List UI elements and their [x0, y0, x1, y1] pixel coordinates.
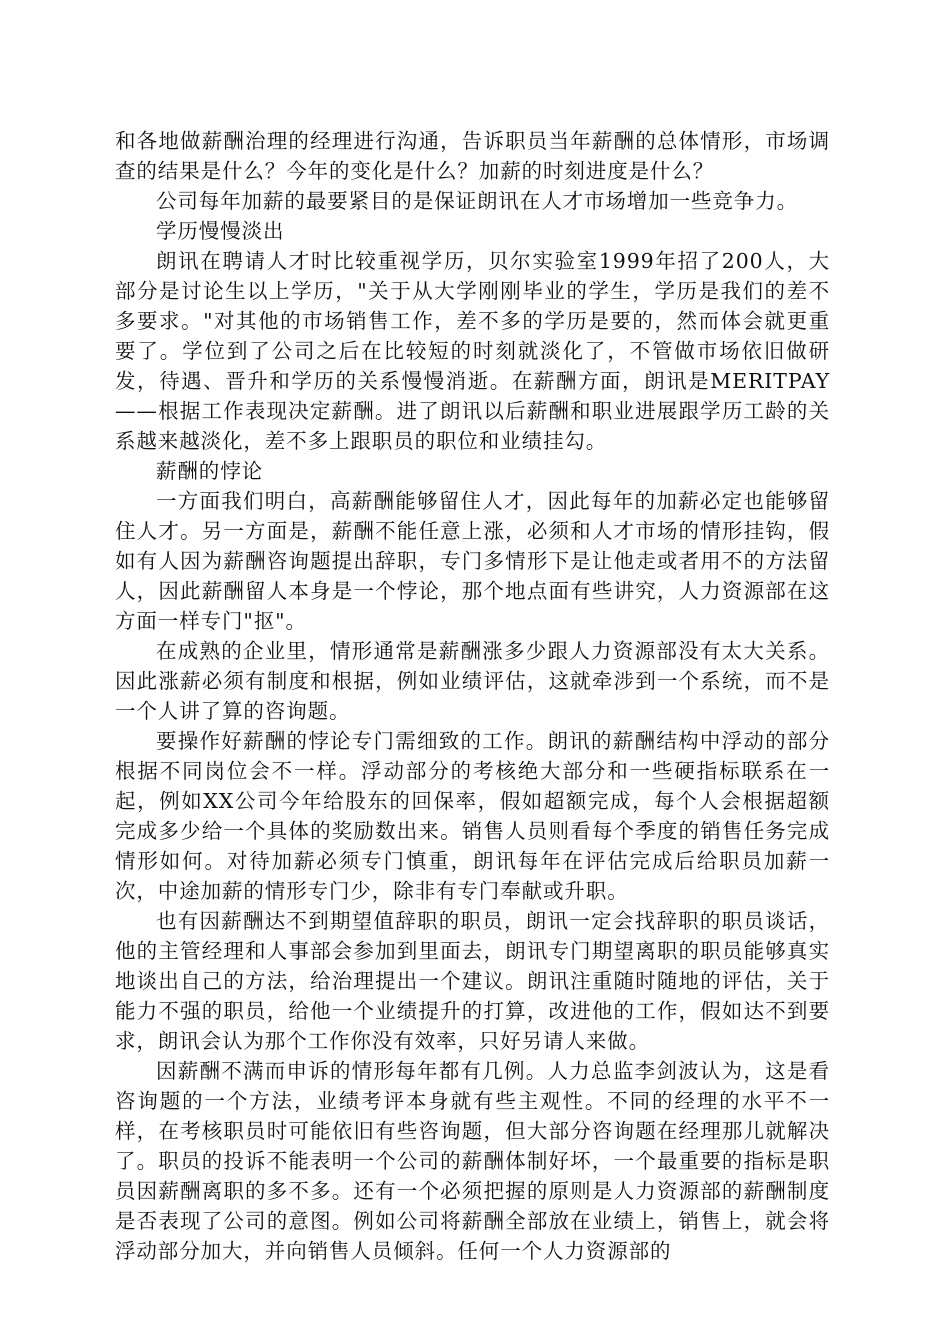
paragraph-7: 也有因薪酬达不到期望值辞职的职员，朗讯一定会找辞职的职员谈话，他的主管经理和人事部会参加到里面去，朗讯专门期望离职的职员能够真实地谈出自己的方法，给治理提出一个建议。朗讯注重随时随地的评估，关于能力不强的职员，给他一个业绩提升的打算，改进他的工作，假如达不到要求，朗讯会认为那个工作你没有效率，只好另请人来做。	[115, 909, 830, 1053]
paragraph-2: 公司每年加薪的最要紧目的是保证朗讯在人才市场增加一些竞争力。	[156, 189, 798, 213]
paragraph-5: 在成熟的企业里，情形通常是薪酬涨多少跟人力资源部没有太大关系。因此涨薪必须有制度和根据，例如业绩评估，这就牵涉到一个系统，而不是一个人讲了算的咨询题。	[115, 639, 830, 723]
paragraph-4: 一方面我们明白，高薪酬能够留住人才，因此每年的加薪必定也能够留住人才。另一方面是，薪酬不能任意上涨，必须和人才市场的情形挂钩，假如有人因为薪酬咨询题提出辞职，专门多情形下是让他走或者用不的方法留人，因此薪酬留人本身是一个悖论，那个地点面有些讲究，人力资源部在这方面一样专门"抠"。	[115, 489, 830, 633]
section-heading-paradox: 薪酬的悖论	[156, 459, 263, 483]
paragraph-6: 要操作好薪酬的悖论专门需细致的工作。朗讯的薪酬结构中浮动的部分根据不同岗位会不一样。浮动部分的考核绝大部分和一些硬指标联系在一起，例如XX公司今年给股东的回保率，假如超额完成，每个人会根据超额完成多少给一个具体的奖励数出来。销售人员则看每个季度的销售任务完成情形如何。对待加薪必须专门慎重，朗讯每年在评估完成后给职员加薪一次，中途加薪的情形专门少，除非有专门奉献或升职。	[115, 729, 830, 903]
section-heading-education: 学历慢慢淡出	[156, 219, 285, 243]
paragraph-3: 朗讯在聘请人才时比较重视学历，贝尔实验室1999年招了200人，大部分是讨论生以上学历，"关于从大学刚刚毕业的学生，学历是我们的差不多要求。"对其他的市场销售工作，差不多的学历是要的，然而体会就更重要了。学位到了公司之后在比较短的时刻就淡化了，不管做市场依旧做研发，待遇、晋升和学历的关系慢慢消逝。在薪酬方面，朗讯是MERITPAY——根据工作表现决定薪酬。进了朗讯以后薪酬和职业进展跟学历工龄的关系越来越淡化，差不多上跟职员的职位和业绩挂勾。	[115, 249, 830, 453]
paragraph-8: 因薪酬不满而申诉的情形每年都有几例。人力总监李剑波认为，这是看咨询题的一个方法，业绩考评本身就有些主观性。不同的经理的水平不一样，在考核职员时可能依旧有些咨询题，但大部分咨询题在经理那儿就解决了。职员的投诉不能表明一个公司的薪酬体制好坏，一个最重要的指标是职员因薪酬离职的多不多。还有一个必须把握的原则是人力资源部的薪酬制度是否表现了公司的意图。例如公司将薪酬全部放在业绩上，销售上，就会将浮动部分加大，并向销售人员倾斜。任何一个人力资源部的	[115, 1059, 830, 1263]
document-body	[115, 126, 830, 1266]
paragraph-1: 和各地做薪酬治理的经理进行沟通，告诉职员当年薪酬的总体情形，市场调查的结果是什么？今年的变化是什么？加薪的时刻进度是什么？	[115, 129, 830, 183]
